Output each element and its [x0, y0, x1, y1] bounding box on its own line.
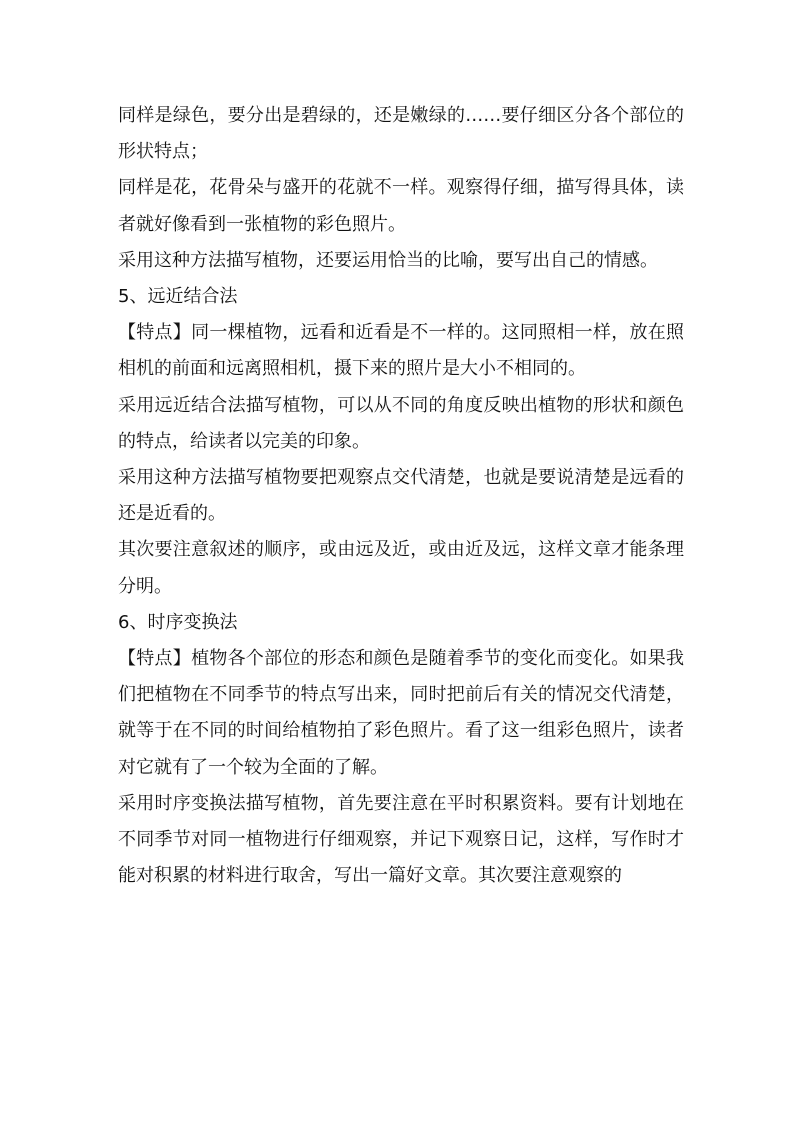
paragraph-flower-observation: 同样是花，花骨朵与盛开的花就不一样。观察得仔细，描写得具体，读者就好像看到一张植物的彩色照片。 — [118, 177, 684, 235]
paragraph-metaphor-emotion: 采用这种方法描写植物，还要运用恰当的比喻，要写出自己的情感。 — [118, 249, 658, 271]
section-heading-near-far: 5、远近结合法 — [118, 286, 238, 308]
paragraph-green-shades: 同样是绿色，要分出是碧绿的，还是嫩绿的……要仔细区分各个部位的形状特点； — [118, 105, 684, 163]
document-body — [118, 98, 684, 894]
paragraph-time-sequence-features: 【特点】植物各个部位的形态和颜色是随着季节的变化而变化。如果我们把植物在不同季节的特点写出来，同时把前后有关的情况交代清楚，就等于在不同的时间给植物拍了彩色照片。看了这一组彩色照片，读者对它就有了一个较为全面的了解。 — [118, 648, 684, 778]
paragraph-observation-point: 采用这种方法描写植物要把观察点交代清楚，也就是要说清楚是远看的还是近看的。 — [118, 467, 684, 525]
paragraph-near-far-features: 【特点】同一棵植物，远看和近看是不一样的。这同照相一样，放在照相机的前面和远离照相机，摄下来的照片是大小不相同的。 — [118, 322, 684, 380]
section-heading-time-sequence: 6、时序变换法 — [118, 611, 238, 633]
paragraph-time-sequence-method: 采用时序变换法描写植物，首先要注意在平时积累资料。要有计划地在不同季节对同一植物进行仔细观察，并记下观察日记，这样，写作时才能对积累的材料进行取舍，写出一篇好文章。其次要注意观察的 — [118, 792, 684, 887]
paragraph-narrative-order: 其次要注意叙述的顺序，或由远及近，或由近及远，这样文章才能条理分明。 — [118, 539, 684, 597]
paragraph-near-far-method: 采用远近结合法描写植物，可以从不同的角度反映出植物的形状和颜色的特点，给读者以完美的印象。 — [118, 394, 684, 452]
